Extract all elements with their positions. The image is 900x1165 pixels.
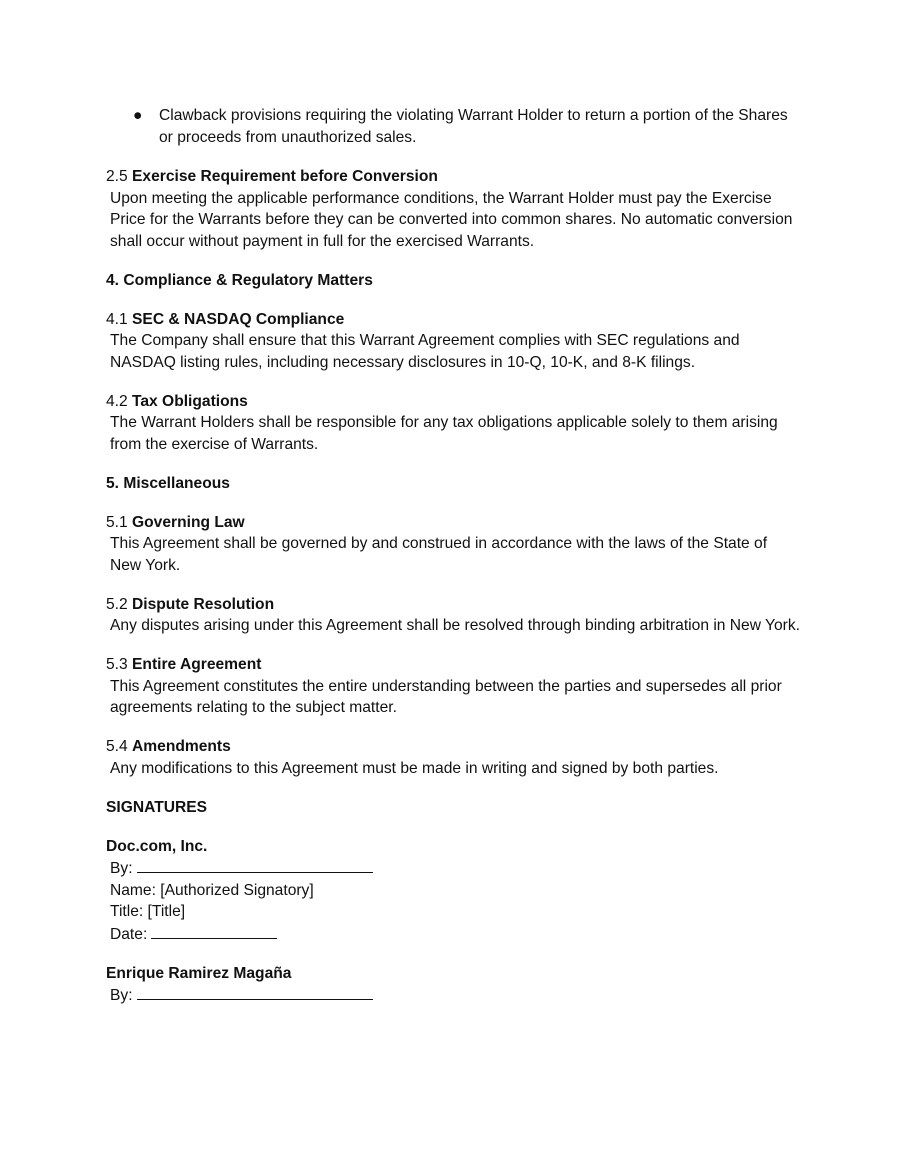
section-body: This Agreement shall be governed by and construed in accordance with the laws of the State of New York. xyxy=(110,535,768,574)
section-number: 5.4 xyxy=(106,738,133,755)
section-5-4 xyxy=(106,736,800,779)
date-label: Date: xyxy=(110,925,148,943)
section-title: Dispute Resolution xyxy=(132,595,275,613)
bullet-text: Clawback provisions requiring the violating Warrant Holder to return a portion of the Shares or proceeds from unauthorized sales. xyxy=(159,107,788,146)
signatory-name: Name: [Authorized Signatory] xyxy=(110,881,314,899)
holder-name: Enrique Ramirez Magaña xyxy=(106,964,292,982)
signatures-heading: SIGNATURES xyxy=(106,798,208,816)
section-5-3 xyxy=(106,654,800,719)
section-title: Exercise Requirement before Conversion xyxy=(132,168,438,185)
section-body: The Company shall ensure that this Warrant Agreement complies with SEC regulations and NASDAQ listing rules, including necessary disclosures in 10-Q, 10-K, and 8-K filings. xyxy=(110,332,740,371)
company-signature-block xyxy=(106,836,800,946)
section-title: Amendments xyxy=(132,738,231,755)
section-number: 4.1 xyxy=(106,310,133,328)
section-body: This Agreement constitutes the entire understanding between the parties and supersedes all prior agreements relating to the subject matter. xyxy=(110,677,782,716)
section-title: Governing Law xyxy=(132,513,245,531)
section-title: Entire Agreement xyxy=(132,656,262,673)
by-label: By: xyxy=(110,987,133,1004)
holder-signature-block xyxy=(106,963,800,1007)
section-body: The Warrant Holders shall be responsible for any tax obligations applicable solely to them arising from the exercise of Warrants. xyxy=(110,414,778,453)
section-4-1 xyxy=(106,309,800,374)
section-5-1 xyxy=(106,512,800,577)
signatory-title: Title: [Title] xyxy=(110,903,186,920)
document-page xyxy=(106,105,800,1024)
section-title: Tax Obligations xyxy=(132,392,248,410)
section-number: 5.1 xyxy=(106,513,133,531)
signature-line xyxy=(137,857,373,873)
by-label: By: xyxy=(110,860,133,877)
company-name: Doc.com, Inc. xyxy=(106,837,208,855)
section-body: Any disputes arising under this Agreement shall be resolved through binding arbitration in New York. xyxy=(110,617,800,634)
bullet-icon: ● xyxy=(133,107,143,124)
section-body: Upon meeting the applicable performance conditions, the Warrant Holder must pay the Exercise Price for the Warrants before they can be converted into common shares. No automatic conversion shall occur without payment in full for the exercised Warrants. xyxy=(110,189,793,250)
section-5-2 xyxy=(106,594,800,637)
date-line xyxy=(151,923,277,939)
section-2-5 xyxy=(106,166,800,252)
section-number: 4.2 xyxy=(106,392,133,410)
heading-compliance: 4. Compliance & Regulatory Matters xyxy=(106,271,373,289)
section-title: SEC & NASDAQ Compliance xyxy=(132,310,345,328)
section-number: 2.5 xyxy=(106,168,133,185)
section-body: Any modifications to this Agreement must be made in writing and signed by both parties. xyxy=(110,759,719,777)
section-number: 5.2 xyxy=(106,595,133,613)
signature-line xyxy=(137,984,373,1000)
heading-miscellaneous: 5. Miscellaneous xyxy=(106,474,230,492)
list-item xyxy=(106,105,800,148)
section-number: 5.3 xyxy=(106,656,133,673)
section-4-2 xyxy=(106,391,800,456)
